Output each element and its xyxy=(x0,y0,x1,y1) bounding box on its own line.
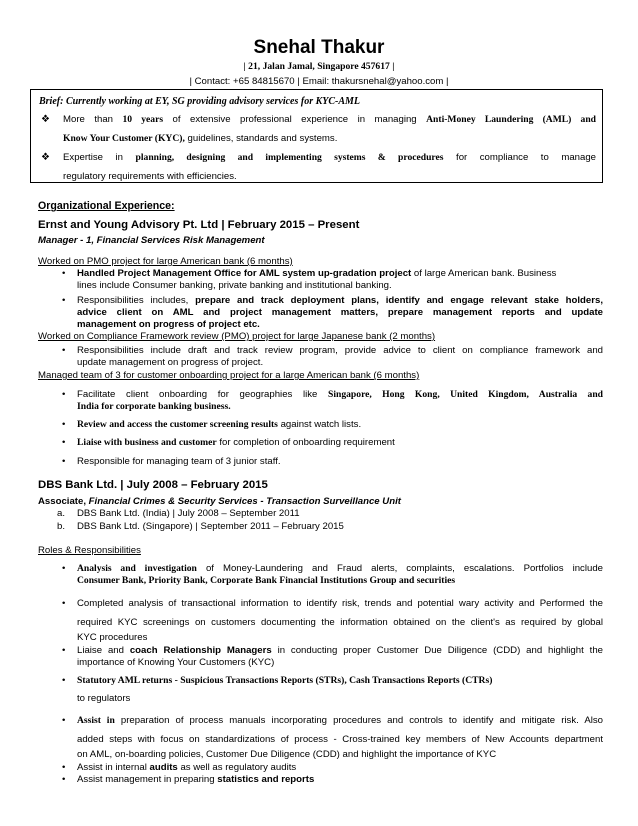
entry-label: b. xyxy=(57,521,66,532)
list-item-cont: Consumer Bank, Priority Bank, Corporate Bank Financial Institutions Group and securities xyxy=(77,575,456,586)
bullet-icon: • xyxy=(62,774,66,785)
list-item-cont: importance of Knowing Your Customers (KYC) xyxy=(77,657,275,668)
brief-emphasis: Know Your Customer (KYC), xyxy=(63,133,185,144)
brief-text: More than xyxy=(63,114,123,125)
list-item xyxy=(62,774,603,786)
brief-emphasis: Anti-Money Laundering (AML) and xyxy=(426,114,596,125)
list-item-cont: added steps with focus on standardizations of process - Cross-trained key members of New Accounts department xyxy=(77,734,603,745)
list-item-bold: Liaise with business and customer xyxy=(77,437,217,448)
list-item xyxy=(62,456,603,468)
section-heading-experience: Organizational Experience: xyxy=(38,200,175,212)
list-item-text: against watch lists. xyxy=(277,419,362,430)
list-item-cont: advice client on AML and project management matters, prepare management reports and update xyxy=(77,307,603,318)
list-item-cont: India for corporate banking business. xyxy=(77,401,231,412)
list-item xyxy=(62,711,603,730)
list-item-text: as well as regulatory audits xyxy=(177,762,297,773)
list-item xyxy=(62,762,603,774)
list-item-cont: required KYC screenings on customers documenting the information obtained on the client's as required by global xyxy=(77,617,603,628)
brief-bullet-2-cont xyxy=(39,167,596,186)
brief-emphasis: 10 years xyxy=(122,114,164,125)
list-item-text: of large American bank. Business xyxy=(411,268,557,279)
roles-heading: Roles & Responsibilities xyxy=(38,545,141,556)
brief-text: regulatory requirements with efficiencies. xyxy=(63,171,237,182)
list-item-bold: statistics and reports xyxy=(217,774,315,785)
bullet-icon: • xyxy=(62,345,66,356)
entry-label: a. xyxy=(57,508,66,519)
brief-text: Expertise in xyxy=(63,152,136,163)
role-title-unit: Financial Crimes & Security Services - Transaction Surveillance Unit xyxy=(88,496,401,507)
list-item-cont: update management on progress of project. xyxy=(77,357,264,368)
list-item-text: Assist management in preparing xyxy=(77,774,218,785)
list-item-bold: Review and access the customer screening results xyxy=(77,419,278,430)
list-item xyxy=(62,389,603,401)
candidate-name: Snehal Thakur xyxy=(253,37,385,58)
list-item-text: for completion of onboarding requirement xyxy=(216,437,395,448)
list-item-bold: Assist in xyxy=(77,715,115,726)
contact-line: | Contact: +65 84815670 | Email: thakursnehal@yahoo.com | xyxy=(189,76,449,87)
list-item xyxy=(62,594,603,613)
list-item xyxy=(62,437,603,449)
list-item xyxy=(62,563,603,575)
list-item-bold: Handled Project Management Office for AML system up-gradation project xyxy=(77,268,412,279)
project-title-2: Worked on Compliance Framework review (PMO) project for large Japanese bank (2 months) xyxy=(38,331,436,342)
bullet-icon: • xyxy=(62,645,66,656)
list-item-text: preparation of process manuals incorporating procedures and controls to identify and mitigate risk. Also xyxy=(114,715,603,726)
role-title-dbs xyxy=(38,496,603,508)
role-title-text: Associate, xyxy=(38,496,89,507)
bullet-icon: • xyxy=(62,295,66,306)
list-item-text: Liaise and xyxy=(77,645,130,656)
company-heading-dbs: DBS Bank Ltd. | July 2008 – February 2015 xyxy=(38,479,268,491)
list-item-bold: coach Relationship Managers xyxy=(129,645,272,656)
role-title-ey: Manager - 1, Financial Services Risk Management xyxy=(38,235,265,246)
bullet-icon: • xyxy=(62,762,66,773)
list-item-cont: to regulators xyxy=(77,693,131,704)
entry-text: DBS Bank Ltd. (India) | July 2008 – September 2011 xyxy=(77,508,300,519)
brief-bullet-1 xyxy=(39,110,596,129)
list-item-cont: lines include Consumer banking, private banking and institutional banking. xyxy=(77,280,392,291)
employment-entry-a xyxy=(57,508,603,520)
bullet-icon: • xyxy=(62,456,66,467)
list-item-bold: Singapore, Hong Kong, United Kingdom, Australia and xyxy=(328,389,603,400)
diamond-bullet-icon: ❖ xyxy=(41,152,50,163)
company-heading-ey: Ernst and Young Advisory Pt. Ltd | February 2015 – Present xyxy=(38,219,360,231)
bullet-icon: • xyxy=(62,675,66,686)
bullet-icon: • xyxy=(62,715,66,726)
list-item xyxy=(62,645,603,657)
brief-title: Brief: Currently working at EY, SG providing advisory services for KYC-AML xyxy=(39,96,361,107)
list-item-bold: audits xyxy=(149,762,178,773)
list-item-text: Responsibilities includes, xyxy=(77,295,196,306)
brief-emphasis: planning, designing and implementing systems & procedures xyxy=(135,152,444,163)
bullet-icon: • xyxy=(62,419,66,430)
list-item xyxy=(62,268,603,280)
list-item-text: of Money-Laundering and Fraud alerts, complaints, escalations. Portfolios include xyxy=(196,563,603,574)
list-item-cont: KYC procedures xyxy=(77,632,148,643)
bullet-icon: • xyxy=(62,563,66,574)
list-item xyxy=(62,295,603,307)
employment-entry-b xyxy=(57,521,603,533)
list-item xyxy=(62,675,603,687)
project-title-1: Worked on PMO project for large American bank (6 months) xyxy=(38,256,293,267)
list-item-text: Responsible for managing team of 3 junior staff. xyxy=(77,456,281,467)
address-line: | 21, Jalan Jamal, Singapore 457617 | xyxy=(243,61,395,72)
list-item xyxy=(62,345,603,357)
bullet-icon: • xyxy=(62,437,66,448)
list-item-text: in conducting proper Customer Due Diligence (CDD) and highlight the xyxy=(271,645,603,656)
brief-text: guidelines, standards and systems. xyxy=(184,133,338,144)
list-item-cont: management on progress of project etc. xyxy=(77,319,260,330)
brief-summary-box xyxy=(30,89,603,183)
list-item-bold: Analysis and investigation xyxy=(77,563,197,574)
list-item-bold: Statutory AML returns - Suspicious Transactions Reports (STRs), Cash Transactions Reports (CTRs) xyxy=(77,675,493,686)
list-item-text: Responsibilities include draft and track review program, provide advice to client on compliance framework and xyxy=(77,345,603,356)
list-item-text: Facilitate client onboarding for geographies like xyxy=(77,389,328,400)
bullet-icon: • xyxy=(62,389,66,400)
bullet-icon: • xyxy=(62,268,66,279)
bullet-icon: • xyxy=(62,598,66,609)
brief-bullet-1-cont xyxy=(39,129,596,148)
list-item-bold: prepare and track deployment plans, identify and engage relevant stake holders, xyxy=(195,295,603,306)
list-item-cont: on AML, on-boarding policies, Customer Due Diligence (CDD) and highlight the importance of KYC xyxy=(77,749,497,760)
brief-bullet-2 xyxy=(39,148,596,167)
diamond-bullet-icon: ❖ xyxy=(41,114,50,125)
list-item xyxy=(62,419,603,431)
list-item-text: Completed analysis of transactional information to identify risk, trends and potential wary activity and Performed the xyxy=(77,598,603,609)
list-item-text: Assist in internal xyxy=(77,762,150,773)
project-title-3: Managed team of 3 for customer onboarding project for a large American bank (6 months) xyxy=(38,370,420,381)
brief-text: for compliance to manage xyxy=(443,152,596,163)
entry-text: DBS Bank Ltd. (Singapore) | September 2011 – February 2015 xyxy=(77,521,344,532)
brief-text: of extensive professional experience in managing xyxy=(163,114,427,125)
